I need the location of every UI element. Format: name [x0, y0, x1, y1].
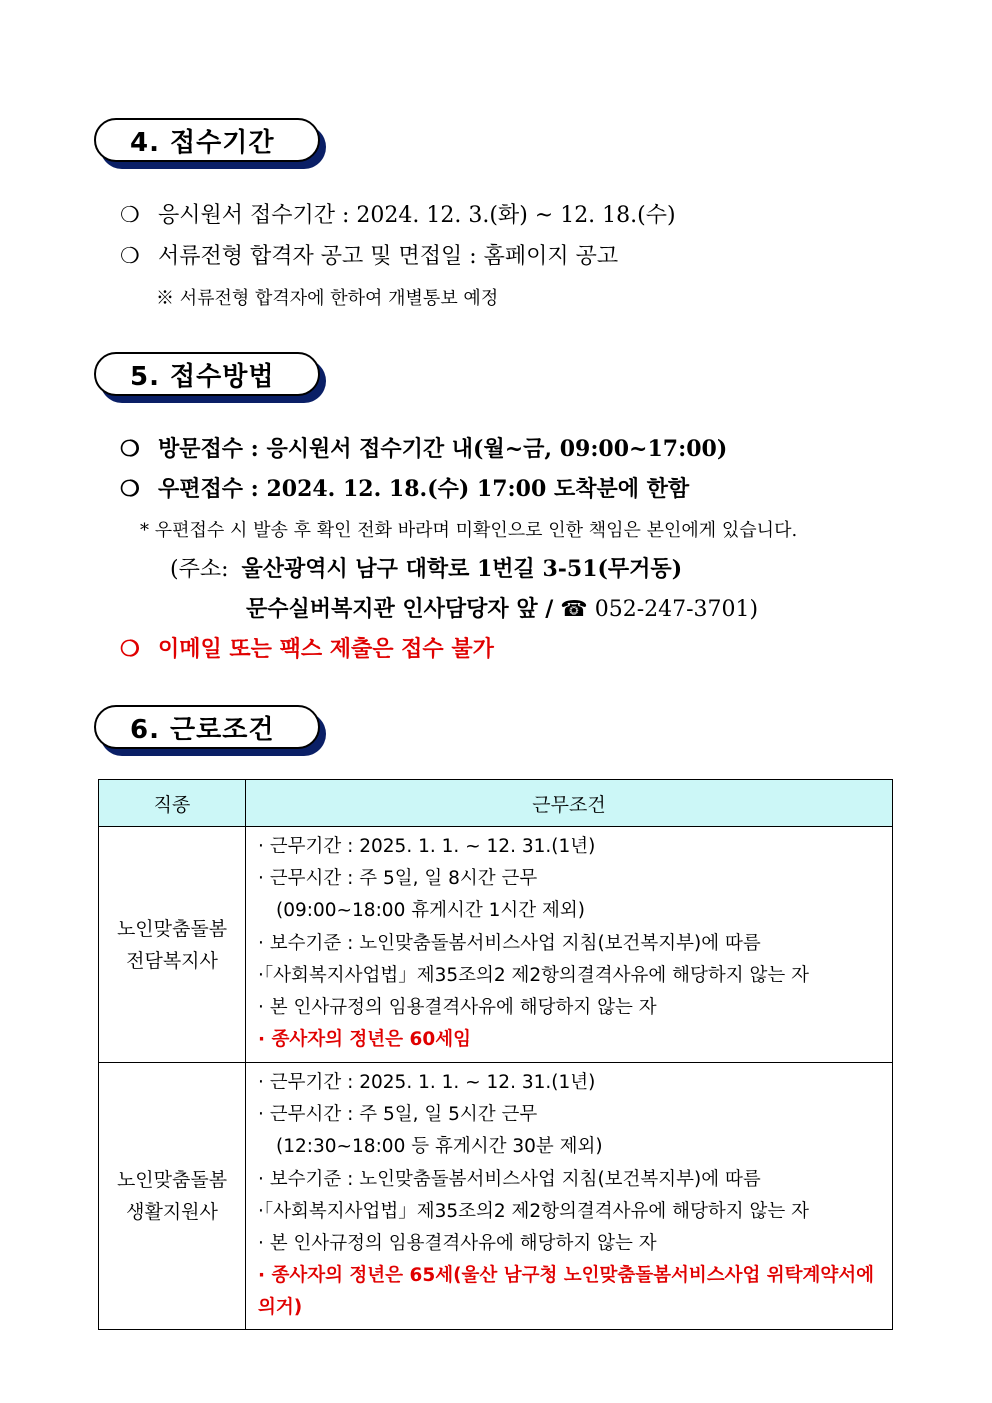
section-4-title: 4. 접수기간 [94, 118, 320, 162]
section-6-title: 6. 근로조건 [94, 705, 320, 749]
list-item [120, 198, 676, 229]
circle-bullet-icon: ❍ [120, 636, 140, 662]
table-header-row [99, 780, 893, 827]
job-cell [99, 827, 246, 1063]
circle-bullet-icon: ❍ [120, 436, 140, 462]
list-item [120, 239, 618, 270]
circle-bullet-icon: ❍ [120, 476, 140, 502]
table-row [99, 1063, 893, 1330]
header-job: 직종 [99, 780, 246, 827]
table-row [99, 827, 893, 1063]
condition-item: (09:00~18:00 휴게시간 1시간 제외) [276, 900, 585, 922]
address-street: 울산광역시 남구 대학로 1번길 3-51(무거동) [241, 556, 683, 582]
application-period-text: 응시원서 접수기간 : 2024. 12. 3.(화) ~ 12. 18.(수) [158, 203, 676, 228]
job-name-line: 전담복지사 [126, 949, 218, 972]
retirement-age-note: · 종사자의 정년은 65세(울산 남구청 노인맞춤돌봄서비스사업 위탁계약서에 의거) [258, 1265, 875, 1319]
condition-item: ·「사회복지사업법」제35조의2 제2항의결격사유에 해당하지 않는 자 [258, 964, 810, 986]
section-5-title: 5. 접수방법 [94, 352, 320, 396]
phone-number: 052-247-3701) [594, 597, 759, 622]
job-cell [99, 1063, 246, 1330]
section-6-heading [94, 705, 324, 753]
visit-submission-text: 방문접수 : 응시원서 접수기간 내(월~금, 09:00~17:00) [158, 436, 728, 462]
condition-item: · 근무기간 : 2025. 1. 1. ~ 12. 31.(1년) [258, 1072, 596, 1093]
condition-item: · 본 인사규정의 임용결격사유에 해당하지 않는 자 [258, 1233, 657, 1255]
list-item [120, 432, 727, 463]
condition-item: · 보수기준 : 노인맞춤돌봄서비스사업 지침(보건복지부)에 따름 [258, 932, 761, 954]
section-5-heading [94, 352, 324, 400]
condition-item: · 보수기준 : 노인맞춤돌봄서비스사업 지침(보건복지부)에 따름 [258, 1168, 761, 1190]
conditions-cell [246, 1063, 893, 1330]
working-conditions-table [98, 779, 893, 1330]
section-4-note: ※ 서류전형 합격자에 한하여 개별통보 예정 [156, 288, 499, 309]
address-recipient: 문수실버복지관 인사담당자 앞 / [246, 596, 554, 622]
section-4-heading [94, 118, 324, 166]
condition-item: · 근무기간 : 2025. 1. 1. ~ 12. 31.(1년) [258, 836, 596, 857]
circle-bullet-icon: ❍ [120, 244, 140, 269]
address-line-1 [170, 552, 682, 583]
job-name-line: 생활지원사 [126, 1200, 218, 1223]
header-conditions: 근무조건 [246, 780, 893, 827]
mail-submission-text: 우편접수 : 2024. 12. 18.(수) 17:00 도착분에 한함 [158, 476, 690, 502]
announcement-text: 서류전형 합격자 공고 및 면접일 : 홈페이지 공고 [158, 244, 619, 269]
condition-item: · 근무시간 : 주 5일, 일 8시간 근무 [258, 868, 538, 890]
retirement-age-note: · 종사자의 정년은 60세임 [258, 1029, 471, 1051]
condition-item: · 근무시간 : 주 5일, 일 5시간 근무 [258, 1104, 538, 1126]
condition-item: · 본 인사규정의 임용결격사유에 해당하지 않는 자 [258, 997, 657, 1019]
list-item [120, 632, 494, 663]
circle-bullet-icon: ❍ [120, 203, 140, 228]
list-item [120, 472, 689, 503]
conditions-cell [246, 827, 893, 1063]
mail-note: * 우편접수 시 발송 후 확인 전화 바라며 미확인으로 인한 책임은 본인에게 있습니다. [140, 520, 798, 541]
job-name-line: 노인맞춤돌봄 [116, 917, 228, 940]
job-name-line: 노인맞춤돌봄 [116, 1168, 228, 1191]
address-line-2 [246, 592, 758, 623]
address-prefix: (주소: [170, 557, 229, 582]
phone-icon: ☎ [560, 597, 588, 622]
condition-item: (12:30~18:00 등 휴게시간 30분 제외) [276, 1136, 603, 1158]
condition-item: ·「사회복지사업법」제35조의2 제2항의결격사유에 해당하지 않는 자 [258, 1200, 810, 1222]
submission-warning: 이메일 또는 팩스 제출은 접수 불가 [158, 636, 494, 662]
